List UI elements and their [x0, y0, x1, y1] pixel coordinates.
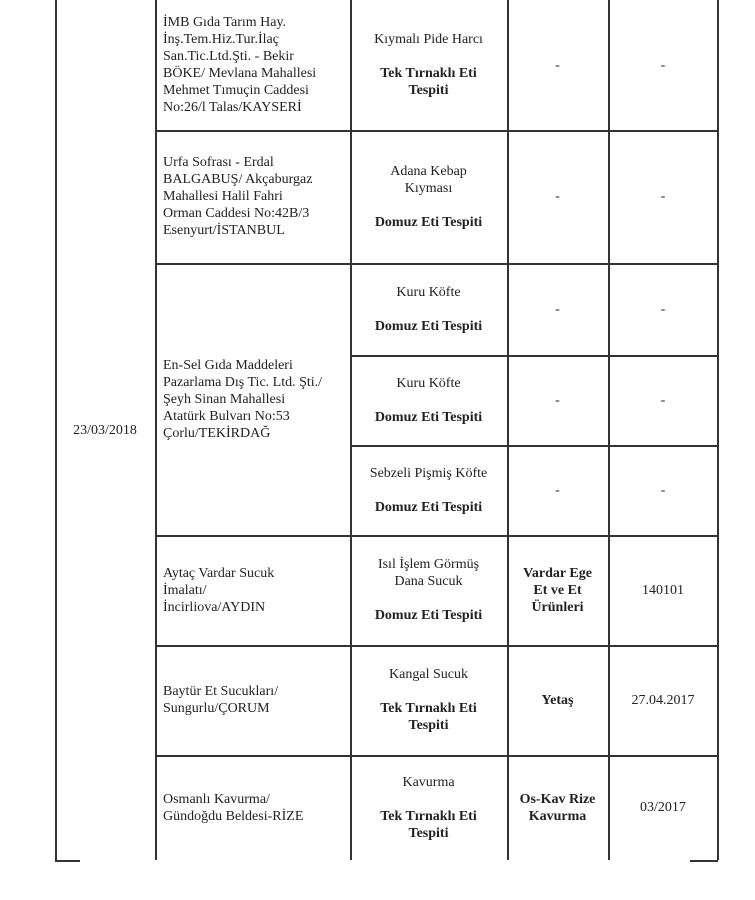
- company-cell: [155, 645, 350, 755]
- company-cell-text: San.Tic.Ltd.Şti. - Bekir: [163, 49, 294, 64]
- brand-cell: [507, 755, 608, 860]
- brand-cell-text: -: [555, 57, 560, 73]
- brand-cell: [507, 535, 608, 645]
- company-cell-text: En-Sel Gıda Maddeleri: [163, 357, 293, 373]
- date-cell: [55, 0, 155, 860]
- grid-line: [55, 860, 80, 862]
- company-cell-text: Sungurlu/ÇORUM: [163, 701, 270, 716]
- company-cell-text: Gündoğdu Beldesi-RİZE: [163, 808, 304, 824]
- company-cell-text: Osmanlı Kavurma/: [163, 791, 270, 807]
- product-cell-text: Kıymalı Pide Harcı: [374, 32, 483, 47]
- brand-cell: [507, 0, 608, 130]
- grid-line: [690, 860, 718, 862]
- brand-cell: [507, 355, 608, 445]
- product-cell-text: Kuru Köfte: [396, 284, 461, 300]
- lot-cell-text: 140101: [642, 582, 684, 598]
- lot-cell-text: -: [660, 189, 666, 204]
- product-cell-text: Sebzeli Pişmiş Köfte: [369, 465, 488, 481]
- brand-cell: [507, 445, 608, 535]
- lot-cell-text: -: [660, 392, 666, 408]
- company-cell-text: İncirliova/AYDIN: [163, 599, 266, 615]
- product-cell: [350, 645, 507, 755]
- brand-cell-text: -: [555, 392, 560, 408]
- brand-cell-text: -: [555, 189, 560, 204]
- brand-cell-text: -: [555, 482, 560, 498]
- product-cell: [350, 445, 507, 535]
- brand-cell-text: Ürünleri: [531, 599, 584, 615]
- product-cell: [350, 755, 507, 860]
- company-cell-text: Şeyh Sinan Mahallesi: [163, 391, 286, 407]
- company-cell: [155, 130, 350, 263]
- company-cell-text: Orman Caddesi No:42B/3: [163, 206, 310, 221]
- company-cell-text: Pazarlama Dış Tic. Ltd. Şti./: [163, 374, 323, 390]
- company-cell: [155, 263, 350, 535]
- date: 23/03/2018: [73, 422, 137, 438]
- brand-cell-text: -: [555, 301, 560, 317]
- lot-cell: [608, 263, 718, 355]
- product-cell-text: Kuru Köfte: [396, 375, 461, 391]
- product-cell-text: Domuz Eti Tespiti: [374, 499, 483, 515]
- product-cell-text: Isıl İşlem Görmüş: [377, 557, 480, 572]
- brand-cell-text: Kavurma: [528, 808, 587, 824]
- brand-cell-text: Os-Kav Rize: [519, 791, 596, 807]
- company-cell-text: İmalatı/: [163, 582, 207, 598]
- company-cell: [155, 0, 350, 130]
- company-cell-text: Mehmet Tımuçin Caddesi: [163, 83, 309, 98]
- product-cell: [350, 263, 507, 355]
- product-cell: [350, 355, 507, 445]
- company-cell: [155, 755, 350, 860]
- lot-cell: [608, 445, 718, 535]
- product-cell-text: Tespiti: [408, 83, 449, 98]
- brand-cell-text: Et ve Et: [533, 582, 582, 598]
- lot-cell: [608, 130, 718, 263]
- product-cell-text: Adana Kebap: [390, 163, 467, 179]
- brand-cell: [507, 130, 608, 263]
- company-cell-text: No:26/l Talas/KAYSERİ: [163, 100, 302, 115]
- lot-cell-text: -: [660, 301, 666, 317]
- brand-cell: [507, 645, 608, 755]
- product-cell-text: Domuz Eti Tespiti: [374, 409, 483, 425]
- company-cell-text: Mahallesi Halil Fahri: [163, 189, 283, 204]
- lot-cell: [608, 355, 718, 445]
- product-cell-text: Kıyması: [404, 180, 453, 196]
- brand-cell: [507, 263, 608, 355]
- product-cell-text: Domuz Eti Tespiti: [374, 214, 483, 230]
- product-cell-text: Tespiti: [408, 825, 449, 841]
- product-cell-text: Tek Tırnaklı Eti: [380, 66, 477, 81]
- brand-cell-text: Vardar Ege: [523, 565, 592, 581]
- product-cell-text: Kavurma: [402, 774, 455, 790]
- lot-cell: [608, 645, 718, 755]
- product-cell-text: Tek Tırnaklı Eti: [380, 808, 477, 824]
- lot-cell: [608, 535, 718, 645]
- product-cell-text: Tespiti: [408, 718, 449, 733]
- product-cell-text: Domuz Eti Tespiti: [374, 318, 483, 334]
- product-cell: [350, 535, 507, 645]
- lot-cell: [608, 755, 718, 860]
- product-cell-text: Tek Tırnaklı Eti: [380, 701, 477, 716]
- company-cell-text: Baytür Et Sucukları/: [163, 684, 279, 699]
- company-cell-text: BÖKE/ Mevlana Mahallesi: [163, 66, 317, 81]
- company-cell-text: BALGABUŞ/ Akçaburgaz: [163, 172, 313, 187]
- product-cell-text: Domuz Eti Tespiti: [374, 608, 483, 623]
- lot-cell: [608, 0, 718, 130]
- brand-cell-text: Yetaş: [541, 692, 574, 708]
- product-cell-text: Dana Sucuk: [394, 574, 463, 589]
- company-cell-text: Aytaç Vardar Sucuk: [163, 565, 275, 581]
- lot-cell-text: -: [660, 482, 666, 498]
- company-cell-text: İnş.Tem.Hiz.Tur.İlaç: [163, 32, 279, 47]
- product-cell: [350, 0, 507, 130]
- company-cell-text: İMB Gıda Tarım Hay.: [163, 15, 287, 30]
- company-cell-text: Atatürk Bulvarı No:53: [163, 408, 290, 424]
- product-cell: [350, 130, 507, 263]
- company-cell-text: Çorlu/TEKİRDAĞ: [163, 425, 271, 441]
- company-cell-text: Esenyurt/İSTANBUL: [163, 223, 285, 238]
- product-cell-text: Kangal Sucuk: [389, 667, 468, 682]
- company-cell-text: Urfa Sofrası - Erdal: [163, 155, 274, 170]
- lot-cell-text: 27.04.2017: [631, 692, 695, 708]
- lot-cell-text: 03/2017: [640, 800, 686, 815]
- company-cell: [155, 535, 350, 645]
- lot-cell-text: -: [660, 57, 666, 73]
